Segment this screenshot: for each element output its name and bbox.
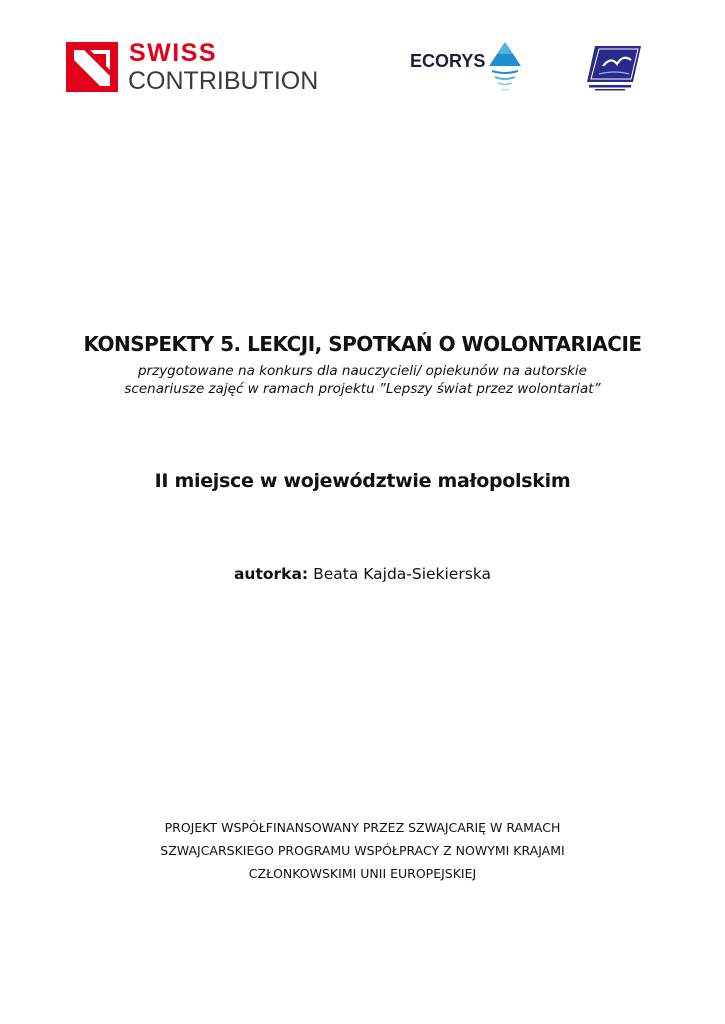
euroregion-emblem-icon [585, 44, 643, 92]
footer-line-1: PROJEKT WSPÓŁFINANSOWANY PRZEZ SZWAJCARIĘ W RAMACH [164, 820, 561, 835]
subtitle-line-2: scenariusze zajęć w ramach projektu ”Lepszy świat przez wolontariat” [124, 381, 601, 397]
euroregion-baltyk-logo [585, 44, 643, 92]
author-name: Beata Kajda-Siekierska [313, 565, 492, 583]
author-label: autorka: [233, 565, 309, 583]
author-line [0, 562, 725, 586]
ecorys-logo [410, 42, 522, 96]
funding-footer [0, 816, 725, 885]
document-title: KONSPEKTY 5. LEKCJI, SPOTKAŃ O WOLONTARIACIE [83, 332, 642, 356]
ecorys-triangle-icon [488, 42, 522, 96]
swiss-contribution-logo [66, 39, 326, 95]
footer-line-2: SZWAJCARSKIEGO PROGRAMU WSPÓŁPRACY Z NOWYMI KRAJAMI [160, 843, 565, 858]
contribution-logo-text: CONTRIBUTION [128, 67, 319, 95]
footer-line-3: CZŁONKOWSKIMI UNII EUROPEJSKIEJ [248, 866, 477, 881]
swiss-logo-text: SWISS [129, 39, 218, 67]
ecorys-logo-text: ECORYS [410, 51, 486, 71]
award-place-heading: II miejsce w województwie małopolskim [154, 470, 571, 492]
swiss-contribution-mark-icon [66, 42, 118, 92]
subtitle-line-1: przygotowane na konkurs dla nauczycieli/ opiekunów na autorskie [137, 363, 587, 379]
document-subtitle [0, 362, 725, 398]
